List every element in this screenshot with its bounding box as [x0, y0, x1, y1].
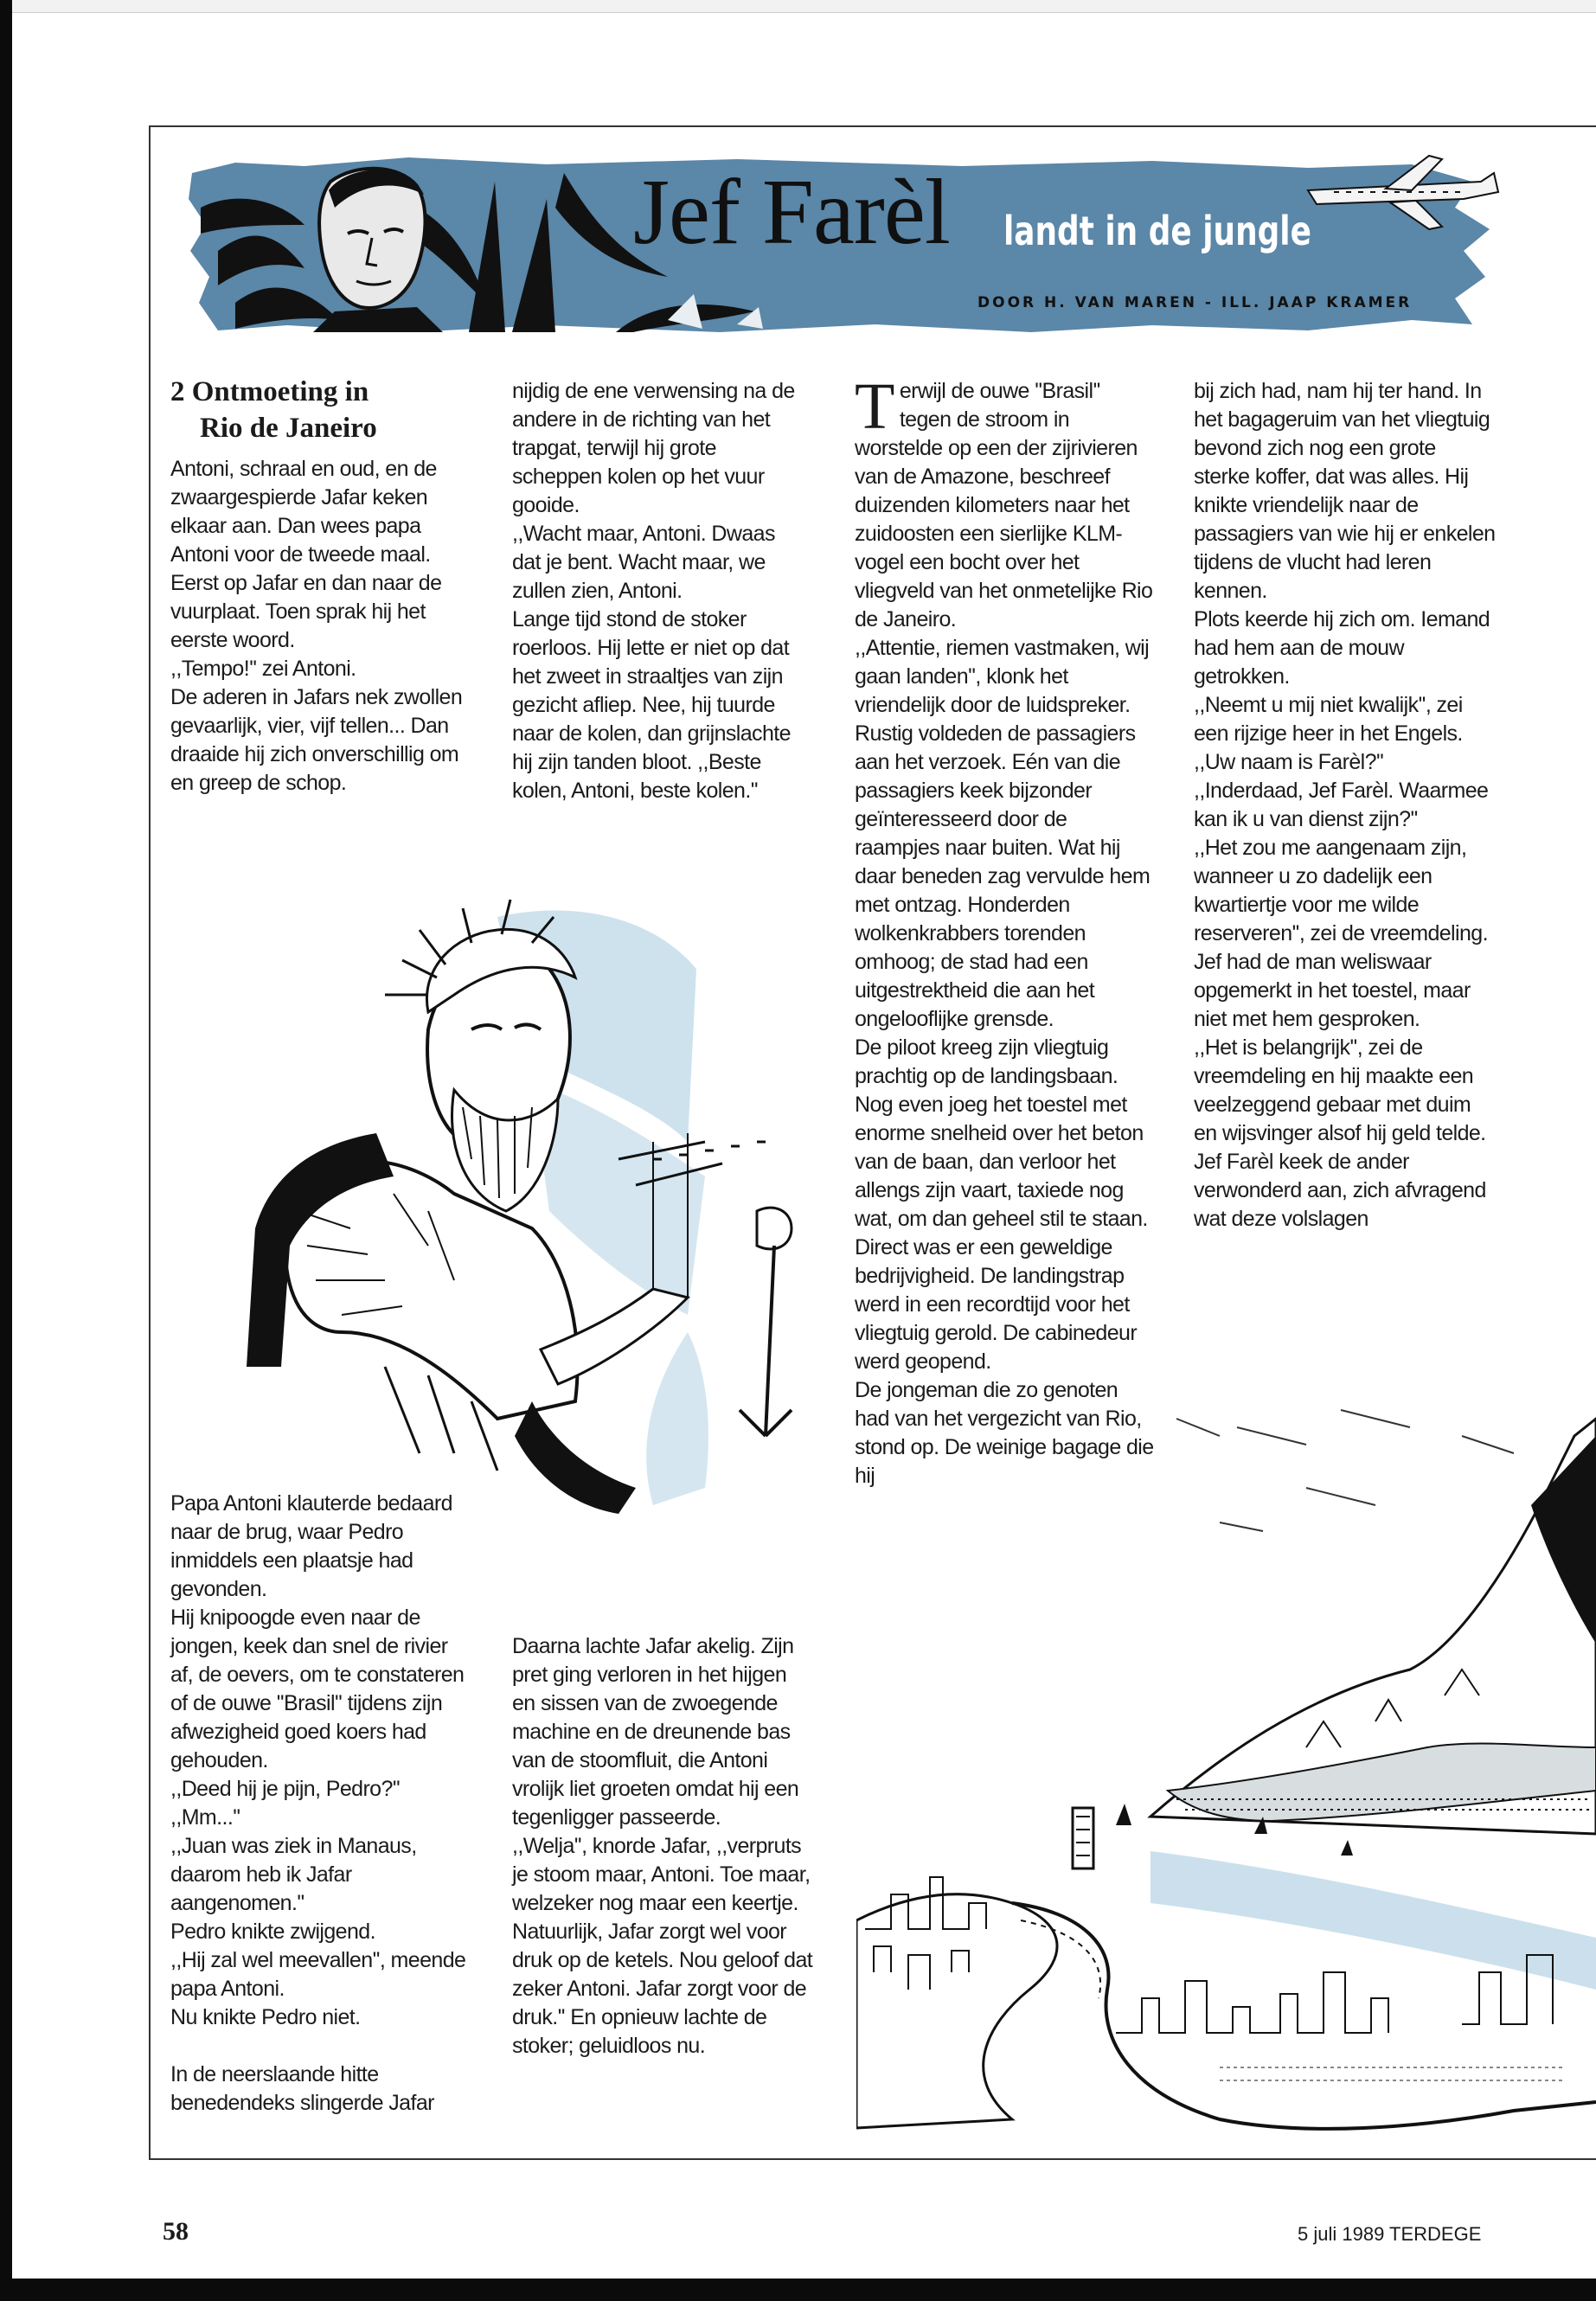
rio-illustration: [856, 1384, 1596, 2154]
scan-edge-bottom: [0, 2279, 1596, 2301]
paragraph: De jongeman die zo genoten had van het vergezicht van Rio, stond op. De weinige bagage die hij: [855, 1378, 1154, 1488]
banner-subtitle: landt in de jungle: [1003, 208, 1311, 254]
paragraph: ,,Inderdaad, Jef Farèl. Waarmee kan ik u van dienst zijn?'': [1194, 779, 1489, 831]
scan-edge-left: [0, 0, 12, 2301]
column-1-bottom: [170, 1490, 466, 2118]
paragraph: nijdig de ene verwensing na de andere in de richting van het trapgat, terwijl hij grote scheppen kolen op het vuur gooide.: [512, 379, 795, 517]
page-number: 58: [163, 2217, 189, 2246]
paragraph: ,,Juan was ziek in Manaus, daarom heb ik Jafar aangenomen.'': [170, 1834, 417, 1915]
paragraph: ,,Het zou me aangenaam zijn, wanneer u zo dadelijk een kwartiertje voor me wilde reserveren'', zei de vreemdeling. Jef had de man weliswaar opgemerkt in het toestel, maar niet met hem gesproken.: [1194, 836, 1488, 1031]
paragraph: Nu knikte Pedro niet.: [170, 2005, 361, 2029]
paragraph: ,,Hij zal wel meevallen'', meende papa Antoni.: [170, 1948, 466, 2001]
chapter-heading-line1: 2 Ontmoeting in: [170, 376, 369, 407]
paragraph: Hij knipoogde even naar de jongen, keek dan snel de rivier af, de oevers, om te constateren of de ouwe ''Brasil'' tijdens zijn afwezigheid goed koers had gehouden.: [170, 1606, 465, 1772]
paragraph: erwijl de ouwe ''Brasil'' tegen de stroom in worstelde op een der zijrivieren van de Amazone, beschreef duizenden kilometers naar het zuidoosten een sierlijke KLM-vogel een bocht over het vliegveld van het onmetelijke Rio de Janeiro.: [855, 379, 1153, 631]
paragraph: Rustig voldeden de passagiers aan het verzoek. Eén van die passagiers keek bijzonder geïnteresseerd door de raampjes naar buiten. Wat hij daar beneden zag vervulde hem met ontzag. Honderden wolkenkrabbers torenden omhoog; de stad had een uitgestrektheid die aan het ongelooflijke grensde.: [855, 721, 1151, 1031]
paragraph: Papa Antoni klauterde bedaard naar de brug, waar Pedro inmiddels een plaatsje had gevonden.: [170, 1491, 452, 1601]
paragraph: De aderen in Jafars nek zwollen gevaarlijk, vier, vijf tellen... Dan draaide hij zich onverschillig om en greep de schop.: [170, 685, 463, 795]
paragraph: Lange tijd stond de stoker roerloos. Hij lette er niet op dat het zweet in straaltjes van zijn gezicht afliep. Nee, hij tuurde naar de kolen, dan grijnslachte hij zijn tanden bloot. ,,Beste kolen, Antoni, beste kolen.'': [512, 607, 791, 803]
paragraph: ,,Tempo!'' zei Antoni.: [170, 657, 356, 681]
column-1-top: [170, 374, 465, 798]
paragraph: ,,Mm...'': [170, 1805, 240, 1830]
chapter-heading: [170, 374, 465, 446]
paragraph: bij zich had, nam hij ter hand. In het bagageruim van het vliegtuig bevond zich nog een grote sterke koffer, dat was alles. Hij knikte vriendelijk naar de passagiers van wie hij er enkelen tijdens de vlucht had leren kennen.: [1194, 379, 1496, 603]
banner-credits: DOOR H. VAN MAREN - ILL. JAAP KRAMER: [977, 294, 1413, 311]
column-2-bottom: [512, 1632, 815, 2061]
stoker-illustration: [169, 882, 830, 1522]
scan-edge-top: [12, 0, 1596, 13]
banner-title: Jef Farèl: [633, 161, 950, 264]
paragraph: De piloot kreeg zijn vliegtuig prachtig op de landingsbaan. Nog even joeg het toestel met enorme snelheid over het beton van de baan, dan verloor het allengs zijn vaart, taxiede nog wat, om dan geheel stil te staan. Direct was er een geweldige bedrijvigheid. De landingstrap werd in een recordtijd voor het vliegtuig gerold. De cabinedeur werd geopend.: [855, 1035, 1148, 1374]
paragraph: ,,Welja'', knorde Jafar, ,,verpruts je stoom maar, Antoni. Toe maar, welzeker nog maar een keertje. Natuurlijk, Jafar zorgt wel voor druk op de ketels. Nou geloof dat zeker Antoni. Jafar zorgt voor de druk.'' En opnieuw lachte de stoker; geluidloos nu.: [512, 1834, 813, 2058]
column-3: [855, 370, 1156, 1490]
paragraph: ,,Deed hij je pijn, Pedro?'': [170, 1777, 401, 1801]
chapter-heading-line2: Rio de Janeiro: [200, 413, 377, 444]
column-4: [1194, 377, 1497, 1234]
drop-cap: T: [855, 370, 894, 443]
paragraph: Daarna lachte Jafar akelig. Zijn pret ging verloren in het hijgen en sissen van de zwoegende machine en de dreunende bas van de stoomfluit, die Antoni vrolijk liet groeten omdat hij een tegenligger passeerde.: [512, 1634, 799, 1830]
paragraph: ,,Attentie, riemen vastmaken, wij gaan landen'', klonk het vriendelijk door de luidspreker.: [855, 636, 1150, 717]
paragraph: ,,Wacht maar, Antoni. Dwaas dat je bent. Wacht maar, we zullen zien, Antoni.: [512, 522, 775, 603]
paragraph: ,,Neemt u mij niet kwalijk'', zei een rijzige heer in het Engels. ,,Uw naam is Farèl?'': [1194, 693, 1463, 774]
title-banner: [183, 147, 1503, 339]
paragraph: Antoni, schraal en oud, en de zwaargespierde Jafar keken elkaar aan. Dan wees papa Antoni voor de tweede maal. Eerst op Jafar en dan naar de vuurplaat. Toen sprak hij het eerste woord.: [170, 457, 442, 652]
paragraph: Plots keerde hij zich om. Iemand had hem aan de mouw getrokken.: [1194, 607, 1490, 689]
paragraph: Jef Farèl keek de ander verwonderd aan, zich afvragend wat deze volslagen: [1194, 1150, 1486, 1231]
column-2-top: [512, 377, 808, 805]
paragraph: ,,Het is belangrijk'', zei de vreemdeling en hij maakte een veelzeggend gebaar met duim en wijsvinger alsof hij geld telde.: [1194, 1035, 1486, 1145]
paragraph: Pedro knikte zwijgend.: [170, 1920, 375, 1944]
paragraph: In de neerslaande hitte benedendeks slingerde Jafar: [170, 2062, 434, 2115]
footer-date: 5 juli 1989 TERDEGE: [1298, 2223, 1482, 2245]
